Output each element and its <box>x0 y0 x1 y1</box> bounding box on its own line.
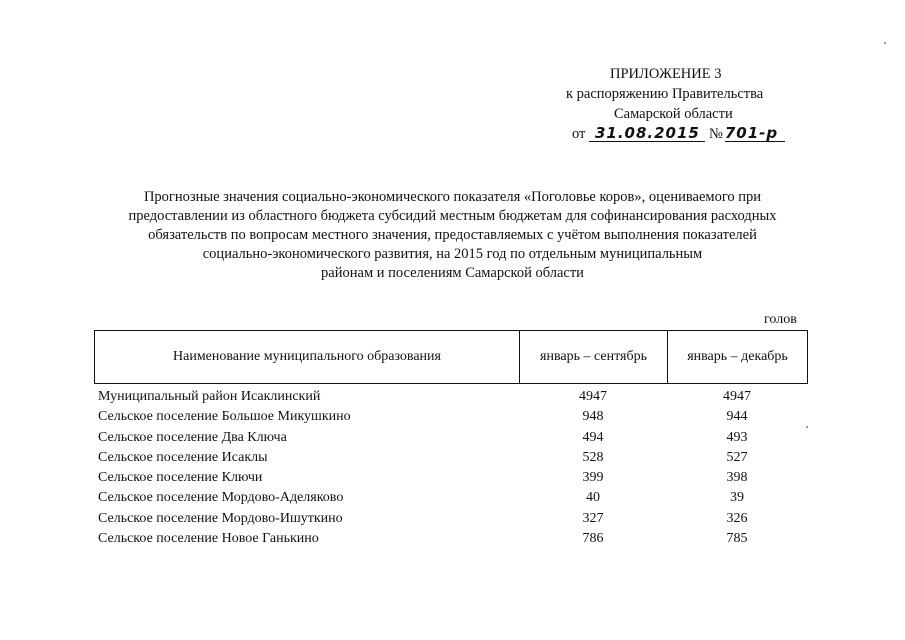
row-name: Сельское поселение Ключи <box>98 470 263 486</box>
header-jan-dec: январь – декабрь <box>687 349 788 364</box>
handwritten-date: 31.08.2015 <box>589 125 705 142</box>
scan-speck <box>884 42 886 44</box>
row-name: Сельское поселение Новое Ганькино <box>98 531 319 547</box>
title-line: Прогнозные значения социально-экономического показателя «Поголовье коров», оцениваемого при <box>143 189 762 205</box>
row-value-dec: 493 <box>726 429 748 445</box>
appendix-region: Самарской области <box>614 106 733 122</box>
row-value-dec: 944 <box>726 409 748 425</box>
row-value-dec: 785 <box>726 531 748 547</box>
document-title <box>80 188 825 283</box>
scan-speck <box>806 426 808 428</box>
row-value-sep: 786 <box>582 531 604 547</box>
table-row <box>98 529 810 549</box>
appendix-heading: ПРИЛОЖЕНИЕ 3 <box>610 66 722 82</box>
row-value-sep: 494 <box>582 429 604 445</box>
row-value-sep: 528 <box>582 449 604 465</box>
row-value-dec: 326 <box>726 510 748 526</box>
row-value-sep: 4947 <box>579 389 607 404</box>
header-name: Наименование муниципального образования <box>95 331 520 383</box>
table-row <box>98 509 810 529</box>
appendix-block <box>540 64 830 146</box>
table-row <box>98 448 810 468</box>
row-name: Сельское поселение Мордово-Ишуткино <box>98 510 343 526</box>
header-jan-sep: январь – сентябрь <box>520 331 668 383</box>
row-value-dec: 4947 <box>723 389 751 404</box>
row-name: Сельское поселение Мордово-Аделяково <box>98 490 344 506</box>
handwritten-number: 701-р <box>725 125 785 142</box>
from-label: от <box>572 126 586 142</box>
table-body <box>98 387 810 549</box>
row-name: Сельское поселение Исаклы <box>98 449 268 465</box>
title-line: обязательств по вопросам местного значения, предоставляемых с учётом выполнения показателей <box>148 227 757 243</box>
row-value-sep: 327 <box>582 510 604 526</box>
row-value-dec: 39 <box>730 490 744 506</box>
table-row <box>98 468 810 488</box>
title-line: районам и поселениям Самарской области <box>321 265 584 281</box>
table-row <box>98 387 810 407</box>
table-header <box>94 330 808 384</box>
row-name: Муниципальный район Исаклинский <box>98 389 321 404</box>
row-value-sep: 399 <box>582 470 604 486</box>
row-value-sep: 948 <box>582 409 604 425</box>
table-row <box>98 407 810 427</box>
number-label: № <box>709 126 723 142</box>
row-value-dec: 527 <box>726 449 748 465</box>
table-row <box>98 428 810 448</box>
appendix-reference: к распоряжению Правительства <box>566 86 764 102</box>
appendix-date-number <box>540 124 830 146</box>
unit-label: голов <box>764 312 797 327</box>
row-value-sep: 40 <box>586 490 600 506</box>
row-name: Сельское поселение Два Ключа <box>98 429 287 445</box>
title-line: социально-экономического развития, на 2015 год по отдельным муниципальным <box>202 246 703 262</box>
row-name: Сельское поселение Большое Микушкино <box>98 409 351 425</box>
title-line: предоставлении из областного бюджета субсидий местным бюджетам для софинансирования расходных <box>128 208 777 224</box>
row-value-dec: 398 <box>726 470 748 486</box>
table-row <box>98 488 810 508</box>
